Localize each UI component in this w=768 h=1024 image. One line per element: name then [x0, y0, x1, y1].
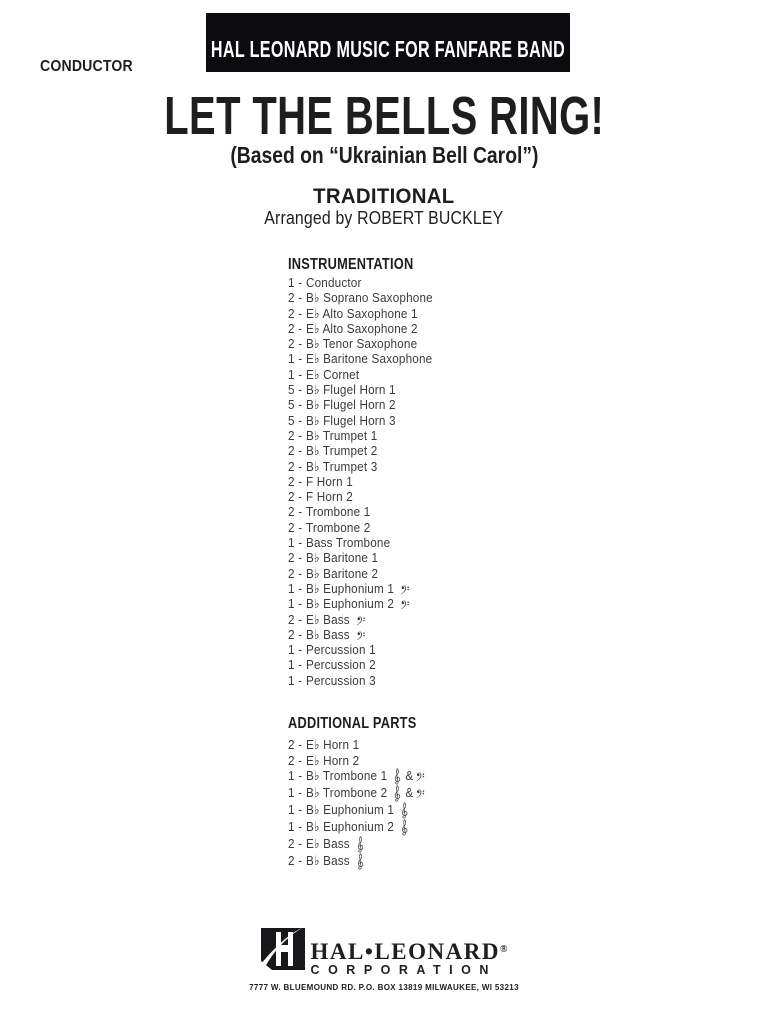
separator: -: [298, 626, 303, 642]
instrument-item: [288, 657, 436, 672]
series-banner-text: HAL LEONARD MUSIC FOR FANFARE BAND: [210, 36, 566, 62]
part-quantity: 2: [288, 504, 295, 520]
treble-clef-icon: [400, 802, 408, 819]
instrument-item: [288, 382, 436, 397]
instrumentation-list: [288, 275, 436, 688]
instrument-item: [288, 673, 436, 688]
part-quantity: 2: [288, 550, 295, 566]
instrument-name: B♭ Flugel Horn 1: [305, 382, 396, 398]
separator: -: [298, 427, 303, 443]
part-quantity: 1: [288, 535, 295, 551]
instrument-name: B♭ Soprano Saxophone: [305, 290, 433, 306]
instrument-item: [288, 275, 436, 290]
part-quantity: 2: [288, 853, 295, 868]
instrument-item: [288, 836, 433, 853]
part-quantity: 2: [288, 489, 295, 505]
instrument-item: [288, 351, 436, 366]
separator: -: [298, 275, 303, 290]
clef-icons: [353, 627, 366, 642]
additional-parts-section: [288, 716, 449, 870]
instrument-name: Percussion 1: [305, 642, 376, 658]
instrument-name: Bass Trombone: [305, 535, 391, 551]
instrument-name: B♭ Flugel Horn 2: [305, 397, 396, 413]
instrument-name: B♭ Baritone 1: [305, 550, 379, 566]
instrument-name: B♭ Flugel Horn 3: [305, 412, 396, 428]
part-quantity: 2: [288, 737, 295, 752]
instrument-item: [288, 566, 436, 581]
separator: -: [298, 504, 303, 520]
page-subtitle-text: (Based on “Ukrainian Bell Carol”): [229, 142, 539, 168]
bass-clef-icon: [416, 772, 426, 782]
instrument-item: [288, 753, 433, 769]
part-quantity: 2: [288, 427, 295, 443]
page-title: [0, 86, 768, 146]
clef-icons: [353, 836, 364, 851]
instrument-name: Percussion 2: [305, 657, 376, 673]
part-quantity: 1: [288, 785, 295, 800]
instrument-item: [288, 612, 436, 627]
instrument-name: E♭ Alto Saxophone 2: [305, 320, 418, 336]
arranger-credit: [0, 209, 768, 229]
instrument-item: [288, 550, 436, 565]
separator: -: [298, 836, 303, 851]
instrument-item: [288, 397, 436, 412]
part-quantity: 1: [288, 672, 295, 688]
instrument-name: Trombone 2: [305, 519, 371, 535]
instrument-name: B♭ Trombone 1: [305, 768, 388, 783]
treble-clef-icon: [394, 768, 402, 785]
separator: -: [298, 397, 303, 413]
separator: -: [298, 596, 303, 612]
clef-icons: [398, 581, 411, 596]
instrument-name: B♭ Euphonium 1: [305, 802, 395, 817]
instrument-name: B♭ Trumpet 1: [305, 427, 378, 443]
instrument-item: [288, 853, 433, 870]
composer-credit-text: TRADITIONAL: [313, 185, 455, 208]
instrument-item: [288, 504, 436, 519]
instrument-name: F Horn 1: [305, 473, 353, 489]
clef-icons: [398, 596, 411, 611]
separator: -: [298, 320, 303, 336]
part-quantity: 1: [288, 657, 295, 673]
separator: -: [298, 642, 303, 658]
part-quantity: 1: [288, 351, 295, 367]
part-quantity: 2: [288, 320, 295, 336]
arranger-credit-text: Arranged by ROBERT BUCKLEY: [264, 208, 504, 228]
clef-icons: [398, 819, 409, 834]
instrument-name: E♭ Horn 2: [305, 752, 360, 768]
instrument-name: B♭ Baritone 2: [305, 565, 379, 581]
instrument-item: [288, 581, 436, 596]
instrument-item: [288, 489, 436, 504]
part-quantity: 5: [288, 382, 295, 398]
clef-icons: [353, 612, 366, 627]
instrument-name: B♭ Euphonium 2: [305, 819, 395, 834]
instrument-name: E♭ Bass: [305, 836, 350, 851]
part-quantity: 1: [288, 580, 295, 596]
instrument-item: [288, 627, 436, 642]
separator: -: [298, 580, 303, 596]
instrument-name: Conductor: [305, 275, 362, 290]
instrumentation-section: [288, 257, 453, 688]
part-quantity: 1: [288, 596, 295, 612]
separator: -: [298, 672, 303, 688]
part-quantity: 2: [288, 519, 295, 535]
instrument-item: [288, 306, 436, 321]
instrument-name: E♭ Horn 1: [305, 737, 360, 752]
additional-parts-heading: ADDITIONAL PARTS: [288, 715, 417, 732]
separator: -: [298, 290, 303, 306]
part-quantity: 1: [288, 642, 295, 658]
instrument-name: B♭ Trumpet 2: [305, 443, 378, 459]
publisher-logo: [261, 928, 508, 976]
separator: -: [298, 550, 303, 566]
instrument-name: F Horn 2: [305, 489, 353, 505]
bass-clef-icon: [356, 631, 366, 641]
instrument-item: [288, 336, 436, 351]
treble-clef-icon: [356, 836, 364, 853]
separator: -: [298, 519, 303, 535]
bass-clef-icon: [416, 789, 426, 799]
ampersand: &: [405, 768, 414, 783]
instrument-name: B♭ Euphonium 2: [305, 596, 395, 612]
part-quantity: 1: [288, 366, 295, 382]
instrument-name: E♭ Alto Saxophone 1: [305, 305, 418, 321]
part-quantity: 5: [288, 397, 295, 413]
separator: -: [298, 351, 303, 367]
part-quantity: 1: [288, 819, 295, 834]
instrument-item: [288, 459, 436, 474]
part-quantity: 2: [288, 611, 295, 627]
page-title-text: LET THE BELLS RING!: [164, 86, 604, 146]
part-quantity: 2: [288, 565, 295, 581]
part-quantity: 2: [288, 836, 295, 851]
separator: -: [298, 565, 303, 581]
separator: -: [298, 802, 303, 817]
instrument-item: [288, 474, 436, 489]
part-quantity: 1: [288, 768, 295, 783]
treble-clef-icon: [394, 785, 402, 802]
bass-clef-icon: [400, 600, 410, 610]
clef-icons: [398, 802, 409, 817]
part-quantity: 2: [288, 443, 295, 459]
instrument-name: B♭ Bass: [305, 626, 350, 642]
instrument-name: E♭ Cornet: [305, 366, 360, 382]
separator: -: [298, 768, 303, 783]
page-subtitle: [0, 144, 768, 168]
treble-clef-icon: [356, 853, 364, 870]
separator: -: [298, 853, 303, 868]
separator: -: [298, 473, 303, 489]
separator: -: [298, 737, 303, 752]
part-quantity: 2: [288, 290, 295, 306]
clef-icons: [353, 853, 364, 868]
separator: -: [298, 366, 303, 382]
publisher-brand-text: HAL•LEONARD: [310, 939, 500, 964]
instrument-name: B♭ Trumpet 3: [305, 458, 378, 474]
instrument-item: [288, 642, 436, 657]
publisher-brand-sub: CORPORATION: [310, 963, 497, 977]
separator: -: [298, 305, 303, 321]
part-quantity: 2: [288, 626, 295, 642]
publisher-brand: [311, 939, 508, 962]
instrument-item: [288, 785, 433, 802]
bass-clef-icon: [356, 616, 366, 626]
publisher-address: 7777 W. BLUEMOUND RD. P.O. BOX 13819 MILWAUKEE, WI 53213: [249, 983, 519, 992]
part-quantity: 2: [288, 336, 295, 352]
registered-trademark: ®: [499, 944, 508, 955]
clef-icons: [391, 785, 426, 800]
part-quantity: 5: [288, 412, 295, 428]
instrument-name: E♭ Baritone Saxophone: [305, 351, 433, 367]
additional-parts-list: [288, 737, 433, 870]
instrument-item: [288, 819, 433, 836]
separator: -: [298, 382, 303, 398]
hal-leonard-logo-icon: [261, 928, 305, 970]
separator: -: [298, 336, 303, 352]
instrument-item: [288, 290, 436, 305]
separator: -: [298, 458, 303, 474]
instrument-item: [288, 367, 436, 382]
instrument-name: E♭ Bass: [305, 611, 350, 627]
instrument-item: [288, 802, 433, 819]
part-quantity: 2: [288, 305, 295, 321]
part-quantity: 1: [288, 802, 295, 817]
instrument-name: B♭ Trombone 2: [305, 785, 388, 800]
publisher-logo-text: [311, 928, 508, 976]
instrument-item: [288, 413, 436, 428]
part-quantity: 2: [288, 458, 295, 474]
instrument-name: B♭ Bass: [305, 853, 350, 868]
part-quantity: 2: [288, 473, 295, 489]
instrumentation-heading: INSTRUMENTATION: [288, 256, 414, 273]
instrument-item: [288, 520, 436, 535]
instrument-name: B♭ Tenor Saxophone: [305, 336, 418, 352]
part-quantity: 1: [288, 275, 295, 290]
instrument-item: [288, 535, 436, 550]
series-banner: [206, 13, 570, 72]
composer-credit: [0, 186, 768, 208]
instrument-name: Percussion 3: [305, 672, 376, 688]
clef-icons: [391, 768, 426, 783]
separator: -: [298, 412, 303, 428]
separator: -: [298, 489, 303, 505]
instrument-item: [288, 737, 433, 753]
instrument-item: [288, 596, 436, 611]
instrument-item: [288, 768, 433, 785]
separator: -: [298, 657, 303, 673]
separator: -: [298, 611, 303, 627]
separator: -: [298, 819, 303, 834]
part-quantity: 2: [288, 752, 295, 768]
separator: -: [298, 535, 303, 551]
ampersand: &: [405, 785, 414, 800]
instrument-name: Trombone 1: [305, 504, 371, 520]
instrument-item: [288, 428, 436, 443]
instrument-item: [288, 443, 436, 458]
publisher-footer: [0, 928, 768, 992]
part-label: CONDUCTOR: [40, 58, 133, 75]
instrument-item: [288, 321, 436, 336]
instrument-name: B♭ Euphonium 1: [305, 580, 395, 596]
separator: -: [298, 785, 303, 800]
separator: -: [298, 752, 303, 768]
separator: -: [298, 443, 303, 459]
bass-clef-icon: [400, 585, 410, 595]
treble-clef-icon: [400, 819, 408, 836]
